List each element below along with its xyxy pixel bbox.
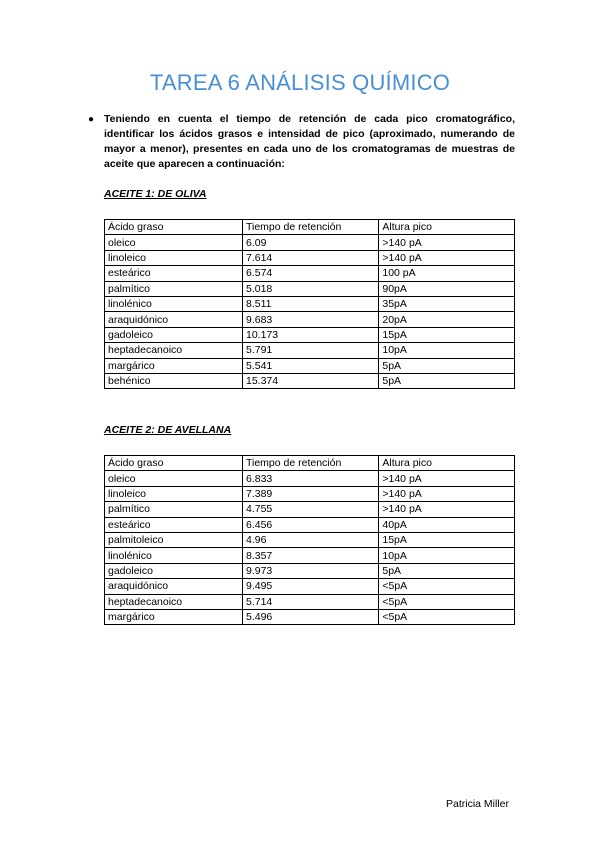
table-cell: 5pA (379, 358, 515, 373)
table-cell: linolénico (105, 296, 243, 311)
table-row (105, 532, 515, 547)
table-cell: 9.973 (242, 563, 378, 578)
table-cell: araquidónico (105, 579, 243, 594)
table-cell: 10.173 (242, 327, 378, 342)
table-cell: 5pA (379, 563, 515, 578)
table-row (105, 548, 515, 563)
table-cell: 15.374 (242, 373, 378, 388)
table-cell: 6.833 (242, 471, 378, 486)
table-cell: 5.018 (242, 281, 378, 296)
task-statement (88, 112, 515, 172)
table-cell: 15pA (379, 532, 515, 547)
table-cell: linoleico (105, 486, 243, 501)
table-cell: 7.614 (242, 250, 378, 265)
table-cell: oleico (105, 471, 243, 486)
table-cell: 100 pA (379, 266, 515, 281)
table-cell: >140 pA (379, 502, 515, 517)
table-cell: 4.96 (242, 532, 378, 547)
table-cell: 6.09 (242, 235, 378, 250)
table-cell: >140 pA (379, 235, 515, 250)
table-cell: 40pA (379, 517, 515, 532)
table-cell: <5pA (379, 579, 515, 594)
task-text: Teniendo en cuenta el tiempo de retención de cada pico cromatográfico, identificar los ácidos grasos e intensidad de pico (aproximado, numerando de mayor a menor), presentes en cada uno de los cromatogramas de muestras de aceite que aparecen a continuación: (104, 113, 515, 170)
table-cell: heptadecanoico (105, 343, 243, 358)
table-cell: 5.791 (242, 343, 378, 358)
table-cell: 5.496 (242, 609, 378, 624)
column-header: Ácido graso (105, 220, 243, 235)
table-cell: >140 pA (379, 250, 515, 265)
table-cell: <5pA (379, 609, 515, 624)
table-row (105, 517, 515, 532)
table-cell: 8.357 (242, 548, 378, 563)
table-cell: 35pA (379, 296, 515, 311)
table-cell: linoleico (105, 250, 243, 265)
table-cell: 10pA (379, 548, 515, 563)
table-cell: 20pA (379, 312, 515, 327)
table-row (105, 235, 515, 250)
table-cell: >140 pA (379, 486, 515, 501)
bullet-icon: ● (88, 114, 95, 125)
table-row (105, 502, 515, 517)
column-header: Ácido graso (105, 456, 243, 471)
table-cell: 6.456 (242, 517, 378, 532)
table-cell: palmitoleico (105, 532, 243, 547)
table-cell: 4.755 (242, 502, 378, 517)
table-row (105, 312, 515, 327)
table-cell: 5pA (379, 373, 515, 388)
table-cell: araquidónico (105, 312, 243, 327)
table-row (105, 296, 515, 311)
table-row (105, 563, 515, 578)
table-cell: 10pA (379, 343, 515, 358)
table-cell: gadoleico (105, 327, 243, 342)
table-cell: esteárico (105, 266, 243, 281)
table-cell: 5.714 (242, 594, 378, 609)
table-cell: heptadecanoico (105, 594, 243, 609)
table-row (105, 358, 515, 373)
section-title-avellana: ACEITE 2: DE AVELLANA (104, 424, 232, 436)
table-cell: palmítico (105, 281, 243, 296)
table-cell: 6.574 (242, 266, 378, 281)
table-avellana (104, 455, 515, 625)
table-cell: esteárico (105, 517, 243, 532)
table-cell: linolénico (105, 548, 243, 563)
table-row (105, 250, 515, 265)
table-row (105, 373, 515, 388)
table-cell: 9.495 (242, 579, 378, 594)
table-cell: gadoleico (105, 563, 243, 578)
table-cell: behénico (105, 373, 243, 388)
table-cell: margárico (105, 358, 243, 373)
table-cell: 15pA (379, 327, 515, 342)
table-cell: <5pA (379, 594, 515, 609)
table-cell: 9.683 (242, 312, 378, 327)
table-cell: 7.389 (242, 486, 378, 501)
section-title-oliva: ACEITE 1: DE OLIVA (104, 188, 207, 200)
table-row (105, 281, 515, 296)
table-row (105, 486, 515, 501)
column-header: Tiempo de retención (242, 456, 378, 471)
table-cell: margárico (105, 609, 243, 624)
table-row (105, 471, 515, 486)
table-cell: 5.541 (242, 358, 378, 373)
table-row (105, 609, 515, 624)
table-row (105, 266, 515, 281)
table-cell: oleico (105, 235, 243, 250)
table-row (105, 594, 515, 609)
column-header: Altura pico (379, 456, 515, 471)
table-cell: palmítico (105, 502, 243, 517)
table-header-row (105, 220, 515, 235)
author-name: Patricia Miller (446, 798, 510, 810)
column-header: Tiempo de retención (242, 220, 378, 235)
table-cell: >140 pA (379, 471, 515, 486)
table-header-row (105, 456, 515, 471)
table-cell: 90pA (379, 281, 515, 296)
table-row (105, 579, 515, 594)
table-row (105, 327, 515, 342)
table-oliva (104, 219, 515, 389)
page-title: TAREA 6 ANÁLISIS QUÍMICO (149, 70, 451, 95)
table-row (105, 343, 515, 358)
table-cell: 8.511 (242, 296, 378, 311)
column-header: Altura pico (379, 220, 515, 235)
